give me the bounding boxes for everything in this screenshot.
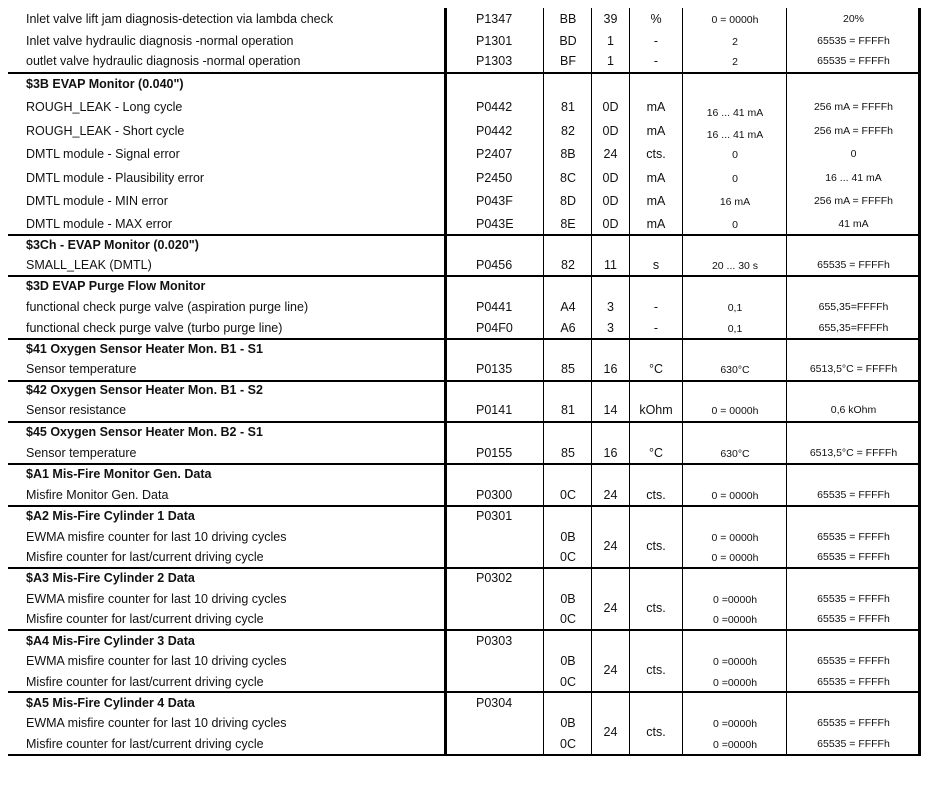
cell-dtc: P0302 <box>476 571 513 585</box>
cell-description: EWMA misfire counter for last 10 driving cycles <box>26 530 287 544</box>
cell-mid: 85 <box>561 446 575 460</box>
cell-unit: mA <box>646 171 666 185</box>
cell-description: EWMA misfire counter for last 10 driving cycles <box>26 592 287 606</box>
cell-max: 65535 = FFFFh <box>817 551 890 563</box>
cell-max: 65535 = FFFFh <box>817 717 890 729</box>
row-separator <box>8 421 921 423</box>
cell-section-header: $A5 Mis-Fire Cylinder 4 Data <box>26 696 195 710</box>
cell-description: DMTL module - Plausibility error <box>26 171 205 185</box>
cell-mid: 0C <box>560 550 576 564</box>
cell-mid: BB <box>559 12 577 26</box>
cell-unit-merged: cts. <box>646 663 666 677</box>
cell-description: functional check purge valve (aspiration purge line) <box>26 300 309 314</box>
column-divider-tid <box>629 8 630 755</box>
row-separator <box>8 463 921 465</box>
cell-tid: 24 <box>603 147 618 161</box>
cell-max: 6513,5°C = FFFFh <box>809 447 898 459</box>
cell-unit-merged: cts. <box>646 725 666 739</box>
cell-description: DMTL module - Signal error <box>26 147 180 161</box>
cell-unit: - <box>653 54 659 68</box>
row-separator <box>8 234 921 236</box>
cell-mid: 81 <box>561 100 575 114</box>
column-divider-unit <box>682 8 683 755</box>
cell-description: Misfire counter for last/current driving cycle <box>26 550 264 564</box>
cell-mid: 0B <box>560 592 576 606</box>
cell-mid: 82 <box>561 124 575 138</box>
cell-unit-merged: cts. <box>646 601 666 615</box>
cell-unit: cts. <box>646 488 666 502</box>
cell-mid: BD <box>559 34 577 48</box>
cell-min: 0 =0000h <box>712 614 758 626</box>
cell-min: 0 <box>732 219 738 231</box>
cell-min: 0 <box>732 173 738 185</box>
cell-dtc: P2450 <box>476 171 513 185</box>
cell-tid: 11 <box>604 258 617 272</box>
cell-tid: 14 <box>603 403 618 417</box>
cell-dtc: P0135 <box>476 362 513 376</box>
cell-mid: A6 <box>560 321 576 335</box>
cell-description: Sensor temperature <box>26 446 137 460</box>
cell-tid: 3 <box>607 300 614 314</box>
cell-unit: - <box>653 321 659 335</box>
cell-dtc: P1303 <box>476 54 513 68</box>
cell-dtc: P0442 <box>476 100 513 114</box>
cell-mid: 81 <box>561 403 575 417</box>
cell-section-header: $42 Oxygen Sensor Heater Mon. B1 - S2 <box>26 383 263 397</box>
cell-min: 0 =0000h <box>712 677 758 689</box>
cell-mid: 8C <box>560 171 576 185</box>
cell-min: 16 mA <box>719 196 751 208</box>
cell-min: 0 <box>732 149 738 161</box>
cell-description: Misfire counter for last/current driving cycle <box>26 675 264 689</box>
cell-min: 16 ... 41 mA <box>706 107 764 119</box>
cell-min: 0 = 0000h <box>711 552 759 564</box>
column-divider-mid <box>591 8 592 755</box>
cell-mid: 0B <box>560 530 576 544</box>
cell-unit: °C <box>648 362 664 376</box>
row-separator <box>8 629 921 631</box>
cell-description: Sensor resistance <box>26 403 127 417</box>
cell-min: 0 = 0000h <box>711 405 759 417</box>
cell-mid: 0C <box>560 488 576 502</box>
cell-description: outlet valve hydraulic diagnosis -normal operation <box>26 54 301 68</box>
cell-min: 0 =0000h <box>712 739 758 751</box>
cell-dtc: P0442 <box>476 124 513 138</box>
cell-description: ROUGH_LEAK - Long cycle <box>26 100 183 114</box>
cell-unit: cts. <box>646 147 666 161</box>
row-separator <box>8 380 921 382</box>
cell-dtc: P0304 <box>476 696 513 710</box>
cell-description: DMTL module - MAX error <box>26 217 173 231</box>
cell-description: Sensor temperature <box>26 362 137 376</box>
cell-tid: 3 <box>607 321 614 335</box>
cell-max: 256 mA = FFFFh <box>813 195 894 207</box>
cell-mid: BF <box>560 54 576 68</box>
cell-description: Inlet valve hydraulic diagnosis -normal operation <box>26 34 294 48</box>
cell-unit-merged: cts. <box>646 539 666 553</box>
cell-mid: 82 <box>561 258 575 272</box>
cell-unit: - <box>653 34 659 48</box>
cell-section-header: $A4 Mis-Fire Cylinder 3 Data <box>26 634 195 648</box>
cell-min: 0 = 0000h <box>711 490 759 502</box>
row-separator <box>8 275 921 277</box>
cell-dtc: P0300 <box>476 488 513 502</box>
row-separator <box>8 72 921 74</box>
cell-mid: 8B <box>560 147 576 161</box>
cell-mid: 0C <box>560 612 576 626</box>
cell-unit: % <box>650 12 662 26</box>
cell-min: 0 = 0000h <box>711 14 759 26</box>
cell-dtc: P0303 <box>476 634 513 648</box>
cell-tid: 16 <box>603 362 618 376</box>
cell-dtc: P0456 <box>476 258 513 272</box>
cell-section-header: $41 Oxygen Sensor Heater Mon. B1 - S1 <box>26 342 263 356</box>
cell-description: SMALL_LEAK (DMTL) <box>26 258 152 272</box>
cell-unit: mA <box>646 194 666 208</box>
cell-max: 65535 = FFFFh <box>817 259 890 271</box>
cell-unit: mA <box>646 124 666 138</box>
cell-max: 41 mA <box>838 218 869 230</box>
cell-unit: kOhm <box>639 403 673 417</box>
cell-max: 65535 = FFFFh <box>817 738 890 750</box>
cell-unit: °C <box>648 446 664 460</box>
row-separator <box>8 691 921 693</box>
column-divider-min <box>786 8 787 755</box>
cell-mid: 0C <box>560 737 576 751</box>
cell-dtc: P0141 <box>476 403 513 417</box>
cell-description: Misfire counter for last/current driving cycle <box>26 612 264 626</box>
cell-max: 65535 = FFFFh <box>817 489 890 501</box>
cell-section-header: $3Ch - EVAP Monitor (0.020") <box>26 238 199 252</box>
cell-mid: A4 <box>560 300 576 314</box>
row-separator <box>8 567 921 569</box>
cell-max: 6513,5°C = FFFFh <box>809 363 898 375</box>
cell-description: Inlet valve lift jam diagnosis-detection via lambda check <box>26 12 334 26</box>
cell-max: 65535 = FFFFh <box>817 593 890 605</box>
cell-mid: 8D <box>560 194 576 208</box>
cell-mid: 0B <box>560 716 576 730</box>
cell-min: 0 =0000h <box>712 656 758 668</box>
cell-max: 65535 = FFFFh <box>817 55 890 67</box>
table-right-border <box>918 8 921 755</box>
cell-max: 20% <box>842 13 864 25</box>
cell-min: 0,1 <box>727 323 743 335</box>
cell-min: 2 <box>732 56 738 68</box>
cell-description: DMTL module - MIN error <box>26 194 168 208</box>
cell-dtc: P0155 <box>476 446 513 460</box>
cell-max: 256 mA = FFFFh <box>813 101 894 113</box>
cell-dtc: P2407 <box>476 147 513 161</box>
cell-tid: 1 <box>607 54 614 68</box>
cell-max: 16 ... 41 mA <box>825 172 882 184</box>
table-bottom-border <box>8 754 921 756</box>
cell-unit: s <box>652 258 660 272</box>
cell-max: 65535 = FFFFh <box>817 676 890 688</box>
cell-dtc: P043F <box>476 194 513 208</box>
column-divider-dtc <box>543 8 544 755</box>
cell-max: 655,35=FFFFh <box>818 322 889 334</box>
cell-max: 65535 = FFFFh <box>817 531 890 543</box>
cell-tid: 0D <box>602 171 619 185</box>
cell-max: 0 <box>850 148 857 160</box>
cell-dtc: P1301 <box>476 34 513 48</box>
cell-description: ROUGH_LEAK - Short cycle <box>26 124 185 138</box>
cell-mid: 8E <box>560 217 576 231</box>
column-divider-description <box>444 8 447 755</box>
cell-tid-merged: 24 <box>603 601 618 615</box>
cell-max: 65535 = FFFFh <box>817 613 890 625</box>
cell-section-header: $3B EVAP Monitor (0.040") <box>26 77 184 91</box>
cell-unit: mA <box>646 217 666 231</box>
cell-tid: 24 <box>603 488 618 502</box>
cell-tid: 0D <box>602 124 619 138</box>
cell-min: 2 <box>732 36 738 48</box>
row-separator <box>8 338 921 340</box>
cell-unit: mA <box>646 100 666 114</box>
cell-min: 0 =0000h <box>712 718 758 730</box>
cell-tid: 1 <box>607 34 614 48</box>
cell-mid: 0B <box>560 654 576 668</box>
cell-max: 65535 = FFFFh <box>817 655 890 667</box>
cell-max: 0,6 kOhm <box>830 404 877 416</box>
cell-description: EWMA misfire counter for last 10 driving cycles <box>26 716 287 730</box>
cell-tid-merged: 24 <box>603 725 618 739</box>
cell-min: 0 = 0000h <box>711 532 759 544</box>
cell-min: 630°C <box>720 364 750 376</box>
cell-min: 630°C <box>720 448 750 460</box>
cell-tid: 0D <box>602 217 619 231</box>
cell-tid: 0D <box>602 194 619 208</box>
cell-section-header: $45 Oxygen Sensor Heater Mon. B2 - S1 <box>26 425 263 439</box>
cell-description: Misfire Monitor Gen. Data <box>26 488 169 502</box>
cell-dtc: P043E <box>476 217 514 231</box>
cell-tid: 16 <box>603 446 618 460</box>
cell-description: Misfire counter for last/current driving cycle <box>26 737 264 751</box>
cell-section-header: $3D EVAP Purge Flow Monitor <box>26 279 206 293</box>
cell-max: 256 mA = FFFFh <box>813 125 894 137</box>
row-separator <box>8 505 921 507</box>
cell-min: 0 =0000h <box>712 594 758 606</box>
cell-dtc: P0301 <box>476 509 513 523</box>
cell-section-header: $A1 Mis-Fire Monitor Gen. Data <box>26 467 212 481</box>
cell-min: 16 ... 41 mA <box>706 129 764 141</box>
cell-tid: 0D <box>602 100 619 114</box>
cell-tid-merged: 24 <box>603 663 618 677</box>
cell-dtc: P04F0 <box>476 321 513 335</box>
cell-mid: 0C <box>560 675 576 689</box>
cell-section-header: $A2 Mis-Fire Cylinder 1 Data <box>26 509 195 523</box>
cell-tid: 39 <box>603 12 618 26</box>
cell-max: 65535 = FFFFh <box>817 35 890 47</box>
cell-min: 0,1 <box>727 302 743 314</box>
cell-dtc: P0441 <box>476 300 513 314</box>
cell-mid: 85 <box>561 362 575 376</box>
cell-min: 20 ... 30 s <box>711 260 759 272</box>
cell-dtc: P1347 <box>476 12 513 26</box>
cell-section-header: $A3 Mis-Fire Cylinder 2 Data <box>26 571 195 585</box>
cell-description: EWMA misfire counter for last 10 driving cycles <box>26 654 287 668</box>
cell-tid-merged: 24 <box>603 539 618 553</box>
cell-unit: - <box>653 300 659 314</box>
cell-max: 655,35=FFFFh <box>818 301 889 313</box>
cell-description: functional check purge valve (turbo purge line) <box>26 321 283 335</box>
